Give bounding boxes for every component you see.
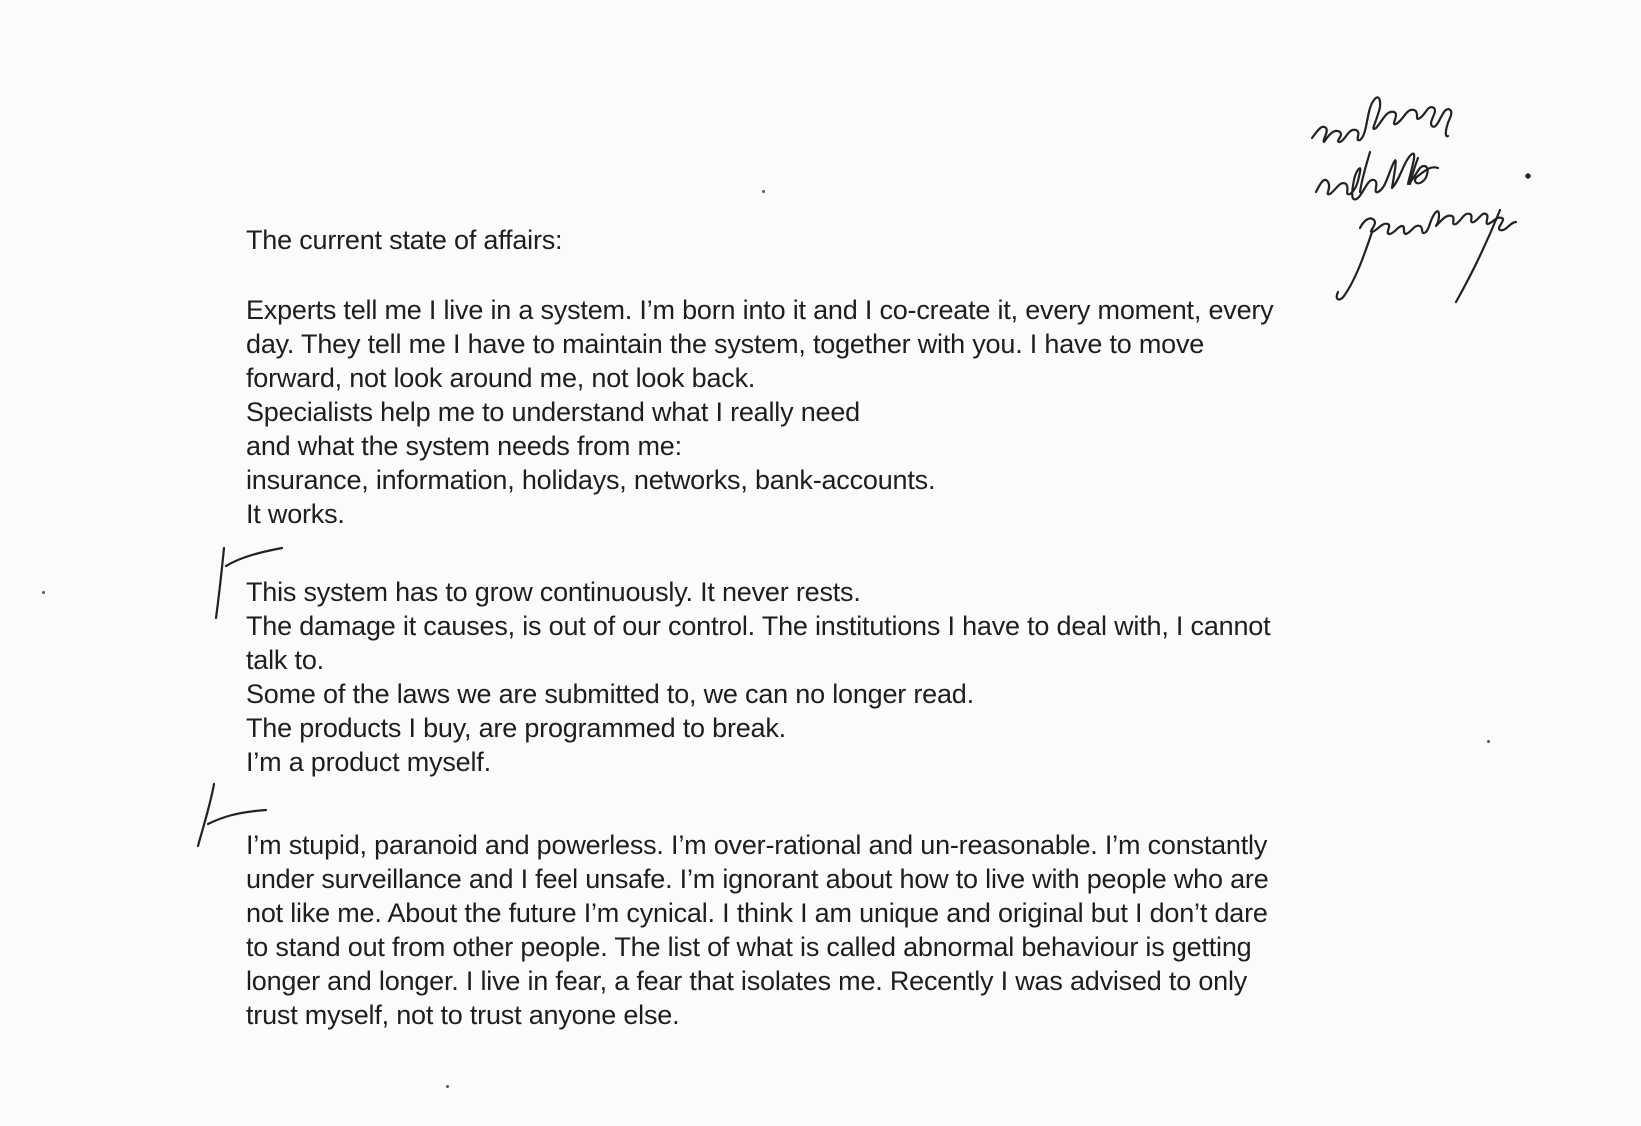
- paragraph-line: It works.: [246, 499, 345, 529]
- paragraph-line: trust myself, not to trust anyone else.: [246, 1000, 680, 1030]
- scan-speck: [1487, 740, 1490, 743]
- paragraph-line: This system has to grow continuously. It never rests.: [246, 577, 861, 607]
- paragraph-line: Experts tell me I live in a system. I’m born into it and I co-create it, every moment, every: [246, 295, 1274, 325]
- document-heading: [246, 223, 562, 257]
- scan-speck: [762, 190, 765, 193]
- paragraph-line: not like me. About the future I’m cynical. I think I am unique and original but I don’t dare: [246, 898, 1268, 928]
- paragraph-line: to stand out from other people. The list of what is called abnormal behaviour is getting: [246, 932, 1252, 962]
- paragraph-line: I’m stupid, paranoid and powerless. I’m over-rational and un-reasonable. I’m constantly: [246, 830, 1268, 860]
- paragraph-line: Some of the laws we are submitted to, we can no longer read.: [246, 679, 974, 709]
- paragraph-line: I’m a product myself.: [246, 747, 491, 777]
- paragraph-line: The damage it causes, is out of our control. The institutions I have to deal with, I cannot: [246, 611, 1271, 641]
- paragraph-line: day. They tell me I have to maintain the system, together with you. I have to move: [246, 329, 1205, 359]
- paragraph-line: longer and longer. I live in fear, a fear that isolates me. Recently I was advised to only: [246, 966, 1248, 996]
- paragraph-line: under surveillance and I feel unsafe. I’m ignorant about how to live with people who are: [246, 864, 1269, 894]
- paragraph-2: [246, 575, 1270, 779]
- heading-text: The current state of affairs:: [246, 225, 563, 255]
- paragraph-line: The products I buy, are programmed to break.: [246, 713, 786, 743]
- paragraph-3: [246, 828, 1269, 1032]
- scan-speck: [446, 1085, 449, 1088]
- paragraph-line: talk to.: [246, 645, 324, 675]
- paragraph-line: Specialists help me to understand what I really need: [246, 397, 860, 427]
- paragraph-line: insurance, information, holidays, networks, bank-accounts.: [246, 465, 936, 495]
- handwritten-note: [1312, 97, 1530, 302]
- paragraph-1: [246, 293, 1273, 531]
- paragraph-line: forward, not look around me, not look back.: [246, 363, 756, 393]
- scan-speck: [42, 591, 45, 594]
- paragraph-line: and what the system needs from me:: [246, 431, 682, 461]
